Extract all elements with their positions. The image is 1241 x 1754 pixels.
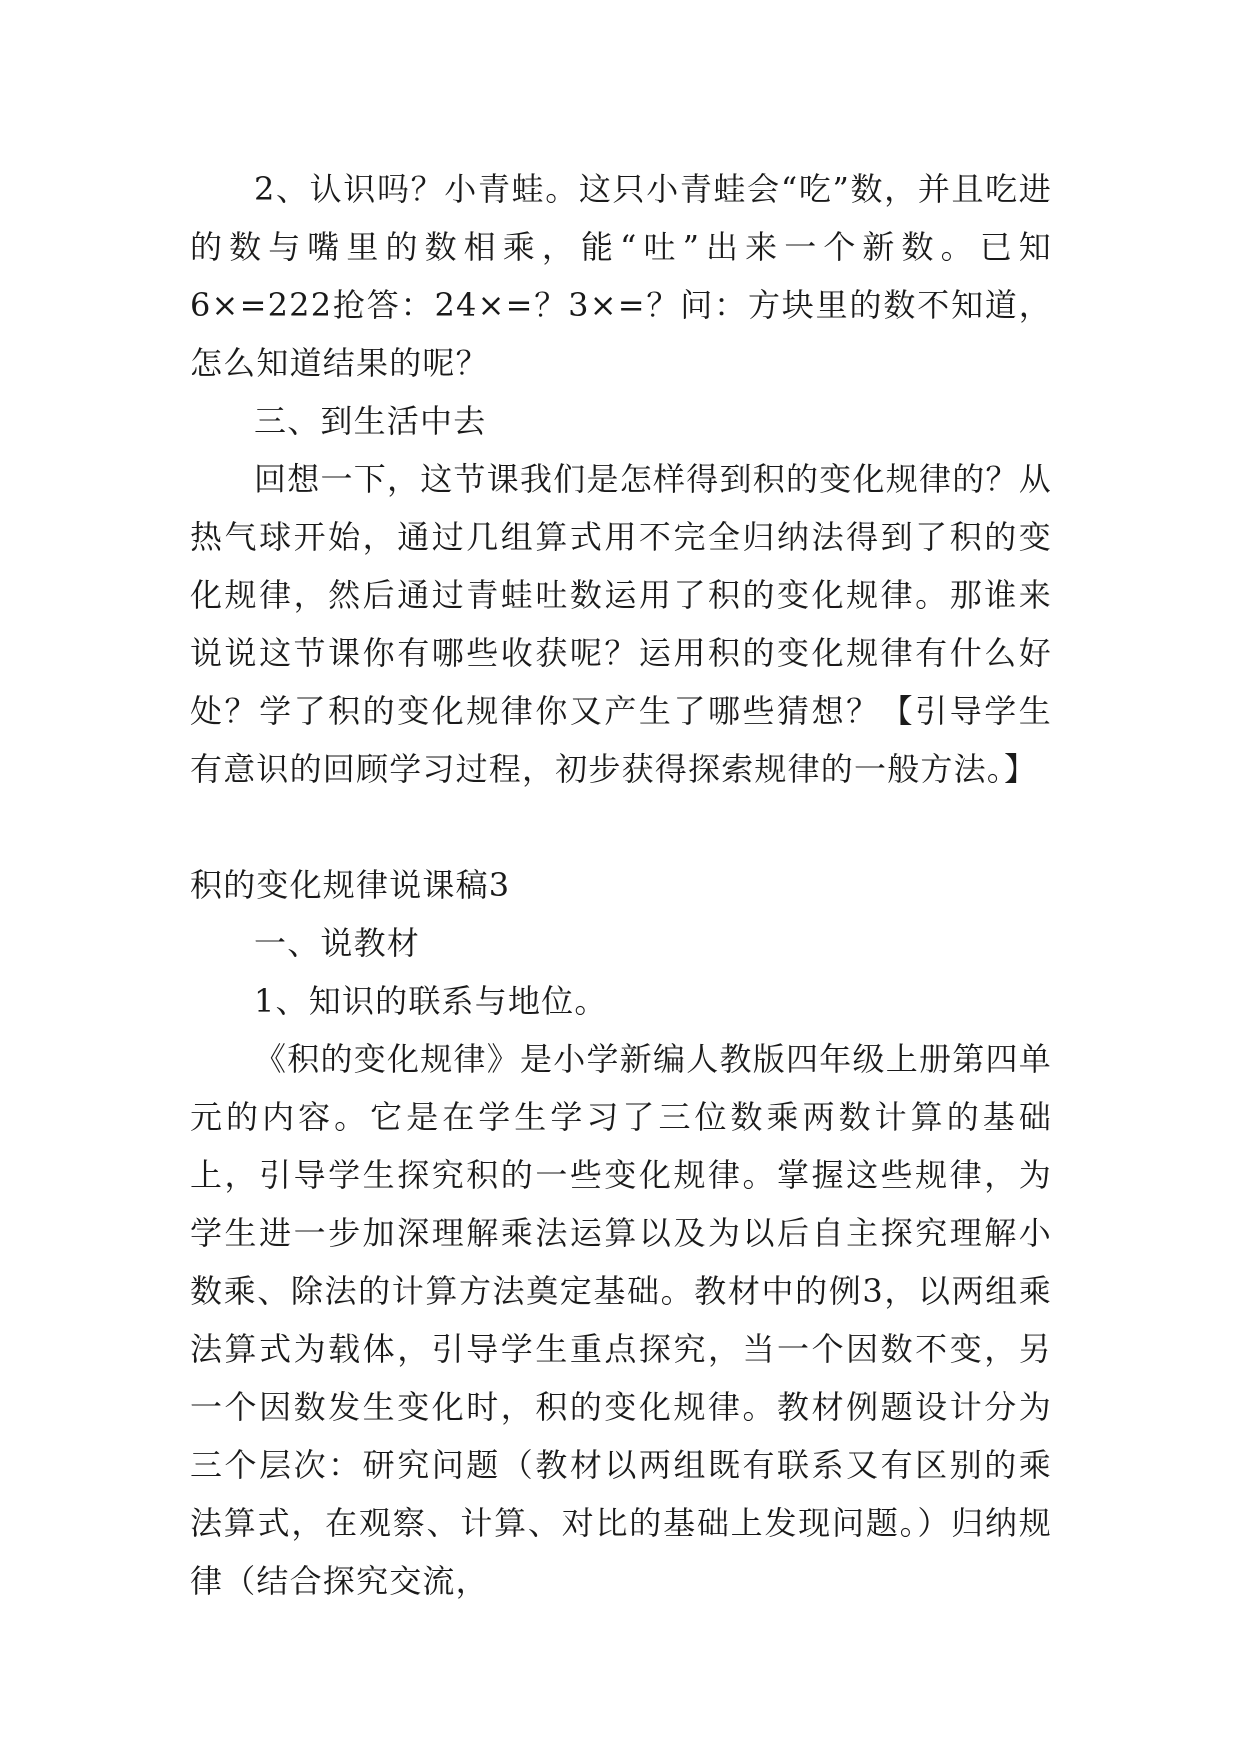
- section-heading-textbook: 一、说教材: [254, 924, 421, 962]
- paragraph-review: 回想一下，这节课我们是怎样得到积的变化规律的？从热气球开始，通过几组算式用不完全归纳法得到了积的变化规律，然后通过青蛙吐数运用了积的变化规律。那谁来说说这节课你有哪些收获呢？运用积的变化规律有什么好处？学了积的变化规律你又产生了哪些猜想？【引导学生有意识的回顾学习过程，初步获得探索规律的一般方法。】: [190, 460, 1052, 788]
- section-heading-life: 三、到生活中去: [254, 402, 487, 440]
- document-title: 积的变化规律说课稿3: [190, 866, 511, 904]
- section-divider-space: [190, 798, 1052, 856]
- paragraph-textbook-content: 《积的变化规律》是小学新编人教版四年级上册第四单元的内容。它是在学生学习了三位数乘两数计算的基础上，引导学生探究积的一些变化规律。掌握这些规律，为学生进一步加深理解乘法运算以及为以后自主探究理解小数乘、除法的计算方法奠定基础。教材中的例3，以两组乘法算式为载体，引导学生重点探究，当一个因数不变，另一个因数发生变化时，积的变化规律。教材例题设计分为三个层次：研究问题（教材以两组既有联系又有区别的乘法算式，在观察、计算、对比的基础上发现问题。）归纳规律（结合探究交流，: [190, 1040, 1052, 1600]
- document-page: [190, 160, 1052, 1610]
- paragraph-frog-game: 2、认识吗？小青蛙。这只小青蛙会“吃”数，并且吃进的数与嘴里的数相乘，能“吐”出来一个新数。已知6×=222抢答：24×=？3×=？问：方块里的数不知道，怎么知道结果的呢？: [190, 170, 1052, 382]
- subheading-knowledge: 1、知识的联系与地位。: [254, 982, 608, 1020]
